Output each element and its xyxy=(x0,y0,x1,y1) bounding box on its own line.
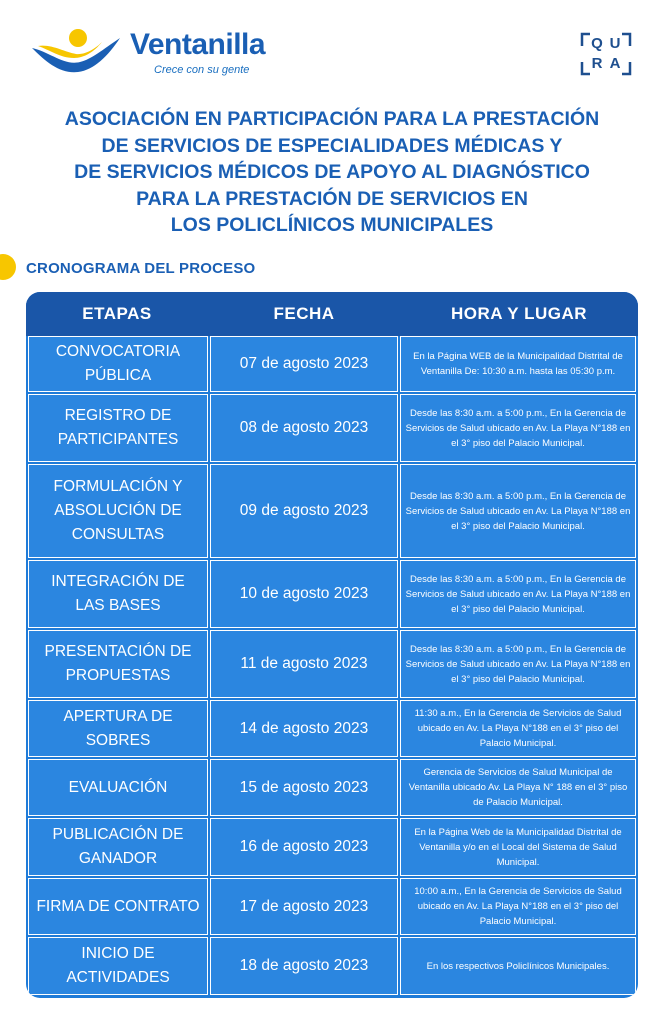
etapa-cell: FORMULACIÓN Y ABSOLUCIÓN DE CONSULTAS xyxy=(28,464,208,558)
table-row xyxy=(28,336,636,394)
etapa-cell: FIRMA DE CONTRATO xyxy=(28,878,208,935)
brand-name: Ventanilla xyxy=(130,28,266,61)
lugar-cell: En la Página Web de la Municipalidad Distrital de Ventanilla y/o en el Local del Sistema de Salud Municipal. xyxy=(400,818,636,876)
qura-letter: A xyxy=(609,55,621,72)
lugar-cell: En los respectivos Policlínicos Municipales. xyxy=(400,937,636,995)
table-row xyxy=(28,464,636,560)
header-etapas: ETAPAS xyxy=(82,304,152,323)
qura-logo xyxy=(580,32,632,76)
etapa-cell: PUBLICACIÓN DE GANADOR xyxy=(28,818,208,876)
fecha-cell: 10 de agosto 2023 xyxy=(210,560,398,628)
table-row xyxy=(28,560,636,630)
header-fecha: FECHA xyxy=(273,304,335,323)
title-line: DE SERVICIOS MÉDICOS DE APOYO AL DIAGNÓSTICO xyxy=(74,161,590,183)
table-row xyxy=(28,700,636,759)
etapa-cell: APERTURA DE SOBRES xyxy=(28,700,208,757)
table-row xyxy=(28,937,636,997)
brand-tagline: Crece con su gente xyxy=(154,64,250,76)
lugar-cell: Gerencia de Servicios de Salud Municipal de Ventanilla ubicado Av. La Playa N° 188 en el 3° piso de Palacio Municipal. xyxy=(400,759,636,816)
title-line: LOS POLICLÍNICOS MUNICIPALES xyxy=(170,214,494,236)
title-line: DE SERVICIOS DE ESPECIALIDADES MÉDICAS Y xyxy=(101,134,563,157)
table-header xyxy=(26,292,638,336)
table-row xyxy=(28,630,636,700)
lugar-cell: Desde las 8:30 a.m. a 5:00 p.m., En la Gerencia de Servicios de Salud ubicado en Av. La Playa N°188 en el 3° piso del Palacio Municipal. xyxy=(400,560,636,628)
lugar-cell: 11:30 a.m., En la Gerencia de Servicios de Salud ubicado en Av. La Playa N°188 en el 3° piso del Palacio Municipal. xyxy=(400,700,636,757)
page-title xyxy=(20,106,644,239)
fecha-cell: 17 de agosto 2023 xyxy=(210,878,398,935)
etapa-cell: REGISTRO DE PARTICIPANTES xyxy=(28,394,208,462)
table-row xyxy=(28,878,636,937)
fecha-cell: 18 de agosto 2023 xyxy=(210,937,398,995)
section-subtitle: CRONOGRAMA DEL PROCESO xyxy=(26,260,256,277)
etapa-cell: CONVOCATORIA PÚBLICA xyxy=(28,336,208,392)
table-row xyxy=(28,759,636,818)
etapa-cell: INICIO DE ACTIVIDADES xyxy=(28,937,208,995)
lugar-cell: Desde las 8:30 a.m. a 5:00 p.m., En la Gerencia de Servicios de Salud ubicado en Av. La Playa N°188 en el 3° piso del Palacio Municipal. xyxy=(400,464,636,558)
title-line: PARA LA PRESTACIÓN DE SERVICIOS EN xyxy=(136,187,528,210)
fecha-cell: 08 de agosto 2023 xyxy=(210,394,398,462)
ventanilla-emblem-icon xyxy=(30,26,130,82)
fecha-cell: 07 de agosto 2023 xyxy=(210,336,398,392)
lugar-cell: Desde las 8:30 a.m. a 5:00 p.m., En la Gerencia de Servicios de Salud ubicado en Av. La Playa N°188 en el 3° piso del Palacio Municipal. xyxy=(400,630,636,698)
table-row xyxy=(28,394,636,464)
table-row xyxy=(28,818,636,878)
ventanilla-logo xyxy=(30,26,280,82)
header-hora-lugar: HORA Y LUGAR xyxy=(450,304,588,323)
qura-letter: U xyxy=(609,35,621,52)
title-line: ASOCIACIÓN EN PARTICIPACIÓN PARA LA PRESTACIÓN xyxy=(64,108,600,130)
lugar-cell: 10:00 a.m., En la Gerencia de Servicios de Salud ubicado en Av. La Playa N°188 en el 3° piso del Palacio Municipal. xyxy=(400,878,636,935)
fecha-cell: 16 de agosto 2023 xyxy=(210,818,398,876)
etapa-cell: PRESENTACIÓN DE PROPUESTAS xyxy=(28,630,208,698)
schedule-table xyxy=(26,292,638,998)
bullet-dot-icon xyxy=(0,254,16,280)
fecha-cell: 14 de agosto 2023 xyxy=(210,700,398,757)
fecha-cell: 11 de agosto 2023 xyxy=(210,630,398,698)
fecha-cell: 15 de agosto 2023 xyxy=(210,759,398,816)
etapa-cell: EVALUACIÓN xyxy=(28,759,208,816)
etapa-cell: INTEGRACIÓN DE LAS BASES xyxy=(28,560,208,628)
lugar-cell: Desde las 8:30 a.m. a 5:00 p.m., En la Gerencia de Servicios de Salud ubicado en Av. La Playa N°188 en el 3° piso del Palacio Municipal. xyxy=(400,394,636,462)
fecha-cell: 09 de agosto 2023 xyxy=(210,464,398,558)
lugar-cell: En la Página WEB de la Municipalidad Distrital de Ventanilla De: 10:30 a.m. hasta las 05:30 p.m. xyxy=(400,336,636,392)
qura-letter: R xyxy=(591,55,603,72)
qura-letter: Q xyxy=(591,35,603,52)
